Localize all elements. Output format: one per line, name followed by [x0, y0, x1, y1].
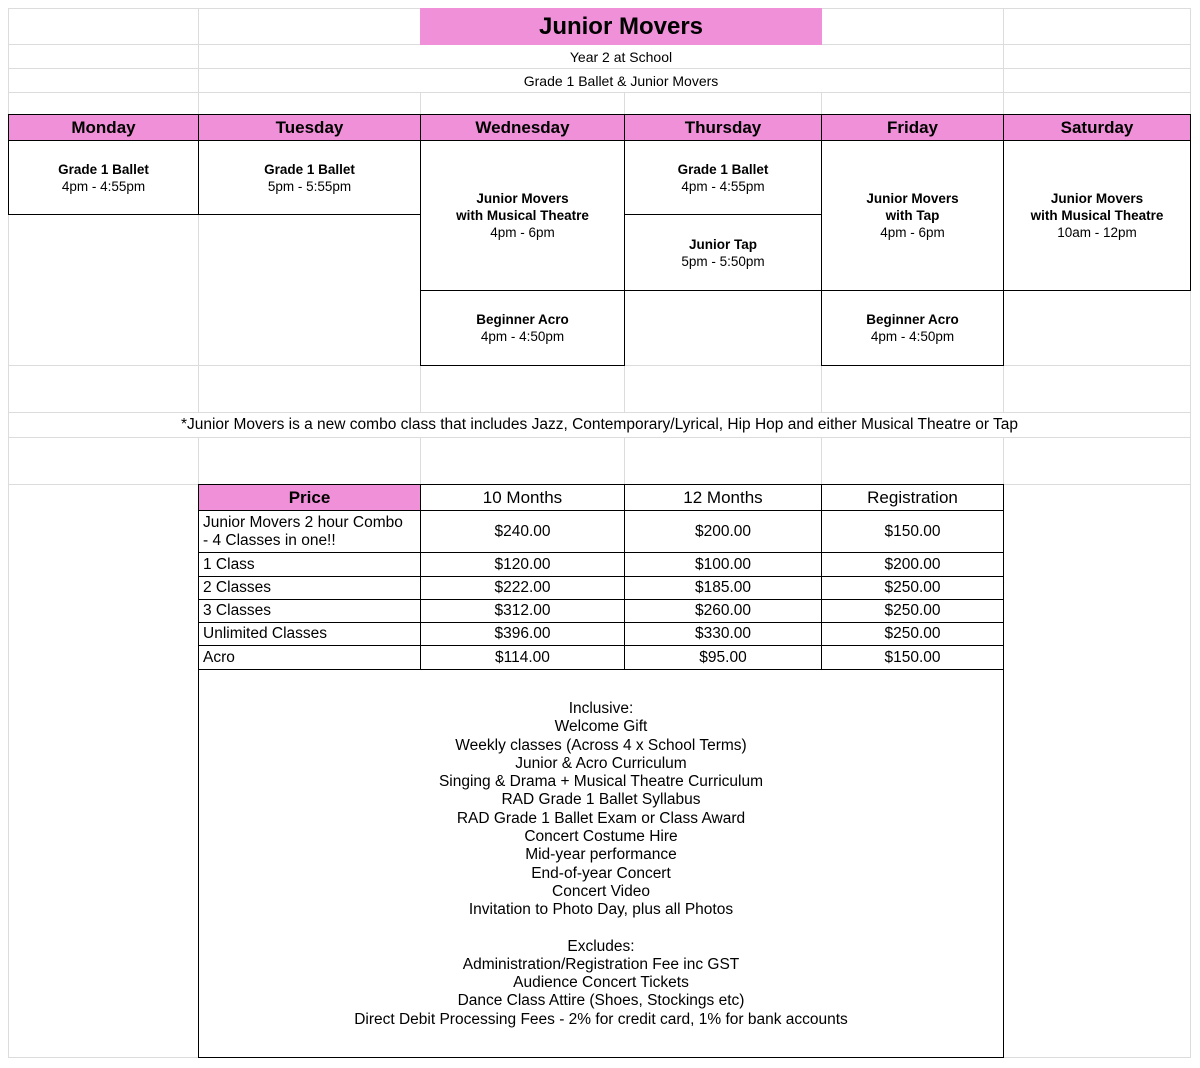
pricing-cell-registration: $150.00 [821, 510, 1004, 553]
exclusion-item: Direct Debit Processing Fees - 2% for credit card, 1% for bank accounts [354, 1010, 848, 1028]
pricing-cell-10-months: $396.00 [420, 622, 625, 646]
inclusions-box [198, 669, 1004, 1058]
pricing-row-label: Acro [198, 645, 421, 670]
class-slot-friday-acro: Beginner Acro 4pm - 4:50pm [821, 290, 1004, 366]
pricing-row-label: 2 Classes [198, 576, 421, 600]
pricing-header-price: Price [198, 484, 421, 511]
inclusion-item: Singing & Drama + Musical Theatre Curriculum [438, 773, 764, 791]
exclusions-heading: Excludes: [567, 937, 635, 955]
day-header-tuesday: Tuesday [198, 114, 421, 141]
pricing-row-label: 3 Classes [198, 599, 421, 623]
class-slot-wednesday-acro: Beginner Acro 4pm - 4:50pm [420, 290, 625, 366]
inclusion-item: Weekly classes (Across 4 x School Terms) [455, 736, 747, 754]
inclusions-heading: Inclusive: [568, 700, 634, 717]
pricing-cell-12-months: $200.00 [624, 510, 822, 553]
pricing-row-label: 1 Class [198, 552, 421, 577]
year-level: Year 2 at School [420, 45, 822, 68]
inclusion-item: RAD Grade 1 Ballet Exam or Class Award [456, 809, 746, 827]
inclusion-item: Concert Video [552, 882, 650, 900]
class-slot-wednesday-movers: Junior Movers with Musical Theatre 4pm - 6pm [420, 140, 625, 291]
class-slot-monday-ballet: Grade 1 Ballet 4pm - 4:55pm [8, 140, 199, 215]
pricing-cell-12-months: $95.00 [624, 645, 822, 670]
inclusion-item: Invitation to Photo Day, plus all Photos [468, 901, 734, 919]
inclusion-item: Concert Costume Hire [524, 828, 678, 846]
pricing-row-label: Junior Movers 2 hour Combo - 4 Classes in one!! [198, 510, 421, 553]
day-header-thursday: Thursday [624, 114, 822, 141]
program-name: Grade 1 Ballet & Junior Movers [420, 69, 822, 92]
class-slot-thursday-tap: Junior Tap 5pm - 5:50pm [624, 214, 822, 291]
class-slot-thursday-ballet: Grade 1 Ballet 4pm - 4:55pm [624, 140, 822, 215]
class-slot-saturday-movers: Junior Movers with Musical Theatre 10am - 12pm [1003, 140, 1191, 291]
pricing-cell-10-months: $222.00 [420, 576, 625, 600]
day-header-wednesday: Wednesday [420, 114, 625, 141]
pricing-cell-12-months: $185.00 [624, 576, 822, 600]
exclusion-item: Dance Class Attire (Shoes, Stockings etc) [457, 992, 745, 1010]
spacer [199, 920, 1003, 938]
inclusion-item: Junior & Acro Curriculum [515, 754, 687, 772]
day-header-friday: Friday [821, 114, 1004, 141]
pricing-cell-registration: $150.00 [821, 645, 1004, 670]
exclusion-item: Audience Concert Tickets [513, 974, 689, 992]
pricing-cell-12-months: $330.00 [624, 622, 822, 646]
page-title: Junior Movers [538, 12, 704, 40]
page-title-banner [420, 8, 822, 45]
pricing-cell-registration: $200.00 [821, 552, 1004, 577]
inclusion-item: End-of-year Concert [531, 864, 671, 882]
pricing-header-10-months: 10 Months [420, 484, 625, 511]
inclusion-item: Welcome Gift [554, 718, 648, 736]
pricing-row-label: Unlimited Classes [198, 622, 421, 646]
day-header-saturday: Saturday [1003, 114, 1191, 141]
pricing-cell-10-months: $240.00 [420, 510, 625, 553]
pricing-cell-12-months: $100.00 [624, 552, 822, 577]
combo-class-footnote: *Junior Movers is a new combo class that includes Jazz, Contemporary/Lyrical, Hip Hop and either Musical Theatre or Tap [9, 413, 1190, 437]
class-slot-friday-movers: Junior Movers with Tap 4pm - 6pm [821, 140, 1004, 291]
pricing-cell-registration: $250.00 [821, 622, 1004, 646]
exclusion-item: Administration/Registration Fee inc GST [462, 955, 740, 973]
inclusion-item: RAD Grade 1 Ballet Syllabus [501, 791, 701, 809]
class-slot-tuesday-ballet: Grade 1 Ballet 5pm - 5:55pm [198, 140, 421, 215]
pricing-cell-10-months: $114.00 [420, 645, 625, 670]
pricing-header-registration: Registration [821, 484, 1004, 511]
exclusions-list [199, 956, 1003, 1029]
day-header-monday: Monday [8, 114, 199, 141]
pricing-header-12-months: 12 Months [624, 484, 822, 511]
inclusions-list [199, 718, 1003, 919]
pricing-cell-10-months: $120.00 [420, 552, 625, 577]
pricing-cell-registration: $250.00 [821, 576, 1004, 600]
pricing-cell-10-months: $312.00 [420, 599, 625, 623]
inclusion-item: Mid-year performance [525, 846, 677, 864]
pricing-cell-12-months: $260.00 [624, 599, 822, 623]
pricing-cell-registration: $250.00 [821, 599, 1004, 623]
